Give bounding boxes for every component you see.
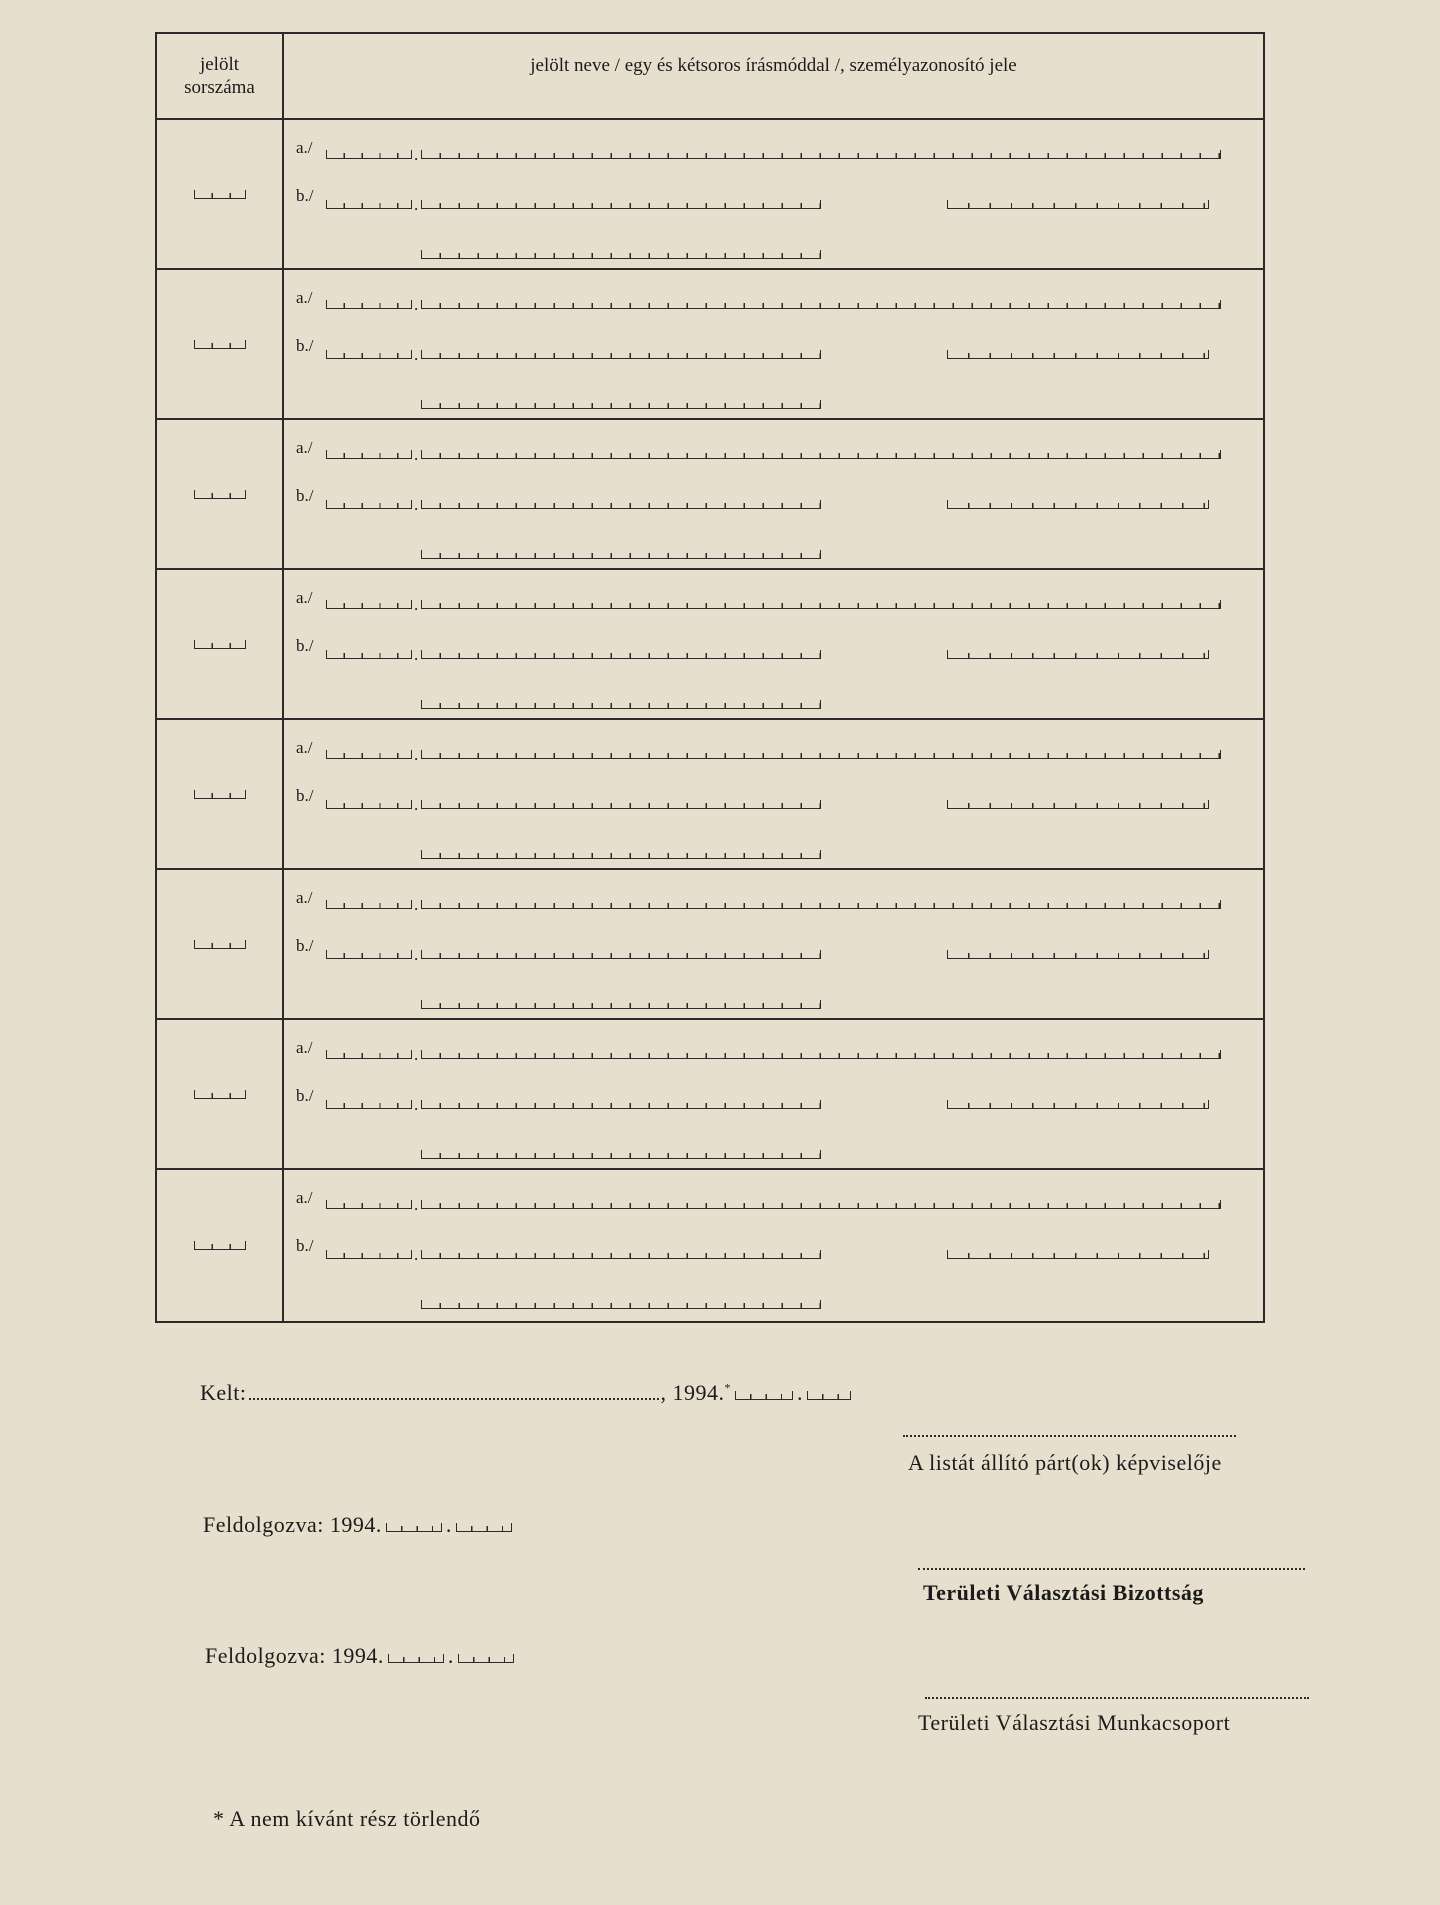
- row-label-b: b./: [296, 336, 314, 355]
- feldolgozva2-line: Feldolgozva: 1994. .: [205, 1643, 518, 1669]
- name-b-dot: .: [414, 195, 419, 214]
- row-label-a: a./: [296, 888, 313, 907]
- row-label-b: b./: [296, 1086, 314, 1105]
- name-b-dot: .: [414, 945, 419, 964]
- candidate-row: [157, 270, 1263, 420]
- name-b-line1-boxes[interactable]: [421, 200, 821, 209]
- sig3-label: Területi Választási Munkacsoport: [918, 1710, 1231, 1735]
- candidate-row: [157, 720, 1263, 870]
- candidate-row: [157, 120, 1263, 270]
- candidate-number-boxes[interactable]: [194, 340, 246, 349]
- kelt-month-boxes[interactable]: [735, 1391, 793, 1400]
- candidate-row: [157, 1020, 1263, 1170]
- kelt-day-boxes[interactable]: [807, 1391, 851, 1400]
- kelt-label: Kelt:: [200, 1380, 247, 1405]
- name-a-dot: .: [414, 1045, 419, 1064]
- name-a-dot: .: [414, 745, 419, 764]
- row-label-a: a./: [296, 738, 313, 757]
- header-col2-text: jelölt neve / egy és kétsoros írásmóddal /, személyazonosító jele: [530, 55, 1017, 76]
- candidate-number-cell: [157, 570, 284, 718]
- row-label-a: a./: [296, 1038, 313, 1057]
- name-a-prefix-boxes[interactable]: [326, 1050, 412, 1059]
- name-b-prefix-boxes[interactable]: [326, 200, 412, 209]
- footnote: * A nem kívánt rész törlendő: [213, 1806, 481, 1831]
- candidate-name-cell: [284, 1170, 1263, 1321]
- personal-id-boxes[interactable]: [947, 500, 1209, 509]
- candidate-name-cell: [284, 570, 1263, 718]
- name-a-prefix-boxes[interactable]: [326, 300, 412, 309]
- candidate-number-cell: [157, 420, 284, 568]
- header-candidate-number: [157, 34, 284, 118]
- candidate-name-cell: [284, 720, 1263, 868]
- candidate-row: [157, 870, 1263, 1020]
- name-a-prefix-boxes[interactable]: [326, 900, 412, 909]
- name-b-prefix-boxes[interactable]: [326, 350, 412, 359]
- candidate-row: [157, 1170, 1263, 1321]
- name-b-line2-boxes[interactable]: [421, 400, 821, 409]
- candidate-name-cell: [284, 870, 1263, 1018]
- name-b-prefix-boxes[interactable]: [326, 1100, 412, 1109]
- candidate-number-boxes[interactable]: [194, 790, 246, 799]
- name-a-dot: .: [414, 145, 419, 164]
- name-b-line2-boxes[interactable]: [421, 700, 821, 709]
- personal-id-boxes[interactable]: [947, 950, 1209, 959]
- name-b-line1-boxes[interactable]: [421, 950, 821, 959]
- name-b-line2-boxes[interactable]: [421, 1300, 821, 1309]
- name-a-prefix-boxes[interactable]: [326, 450, 412, 459]
- candidate-number-cell: [157, 270, 284, 418]
- candidate-name-cell: [284, 120, 1263, 268]
- name-b-dot: .: [414, 345, 419, 364]
- personal-id-boxes[interactable]: [947, 650, 1209, 659]
- name-a-dot: .: [414, 895, 419, 914]
- name-a-dot: .: [414, 1195, 419, 1214]
- feldolgozva1-line: Feldolgozva: 1994. .: [203, 1512, 516, 1538]
- row-label-b: b./: [296, 1236, 314, 1255]
- name-b-dot: .: [414, 495, 419, 514]
- personal-id-boxes[interactable]: [947, 800, 1209, 809]
- name-a-boxes[interactable]: [421, 750, 1221, 759]
- name-b-line1-boxes[interactable]: [421, 1100, 821, 1109]
- name-a-boxes[interactable]: [421, 450, 1221, 459]
- sig3-line[interactable]: [925, 1697, 1309, 1699]
- feldolgozva1-month-boxes[interactable]: [386, 1523, 442, 1532]
- row-label-b: b./: [296, 786, 314, 805]
- name-a-boxes[interactable]: [421, 600, 1221, 609]
- row-label-a: a./: [296, 138, 313, 157]
- candidate-number-boxes[interactable]: [194, 940, 246, 949]
- name-b-prefix-boxes[interactable]: [326, 650, 412, 659]
- kelt-star: *: [724, 1380, 731, 1395]
- name-b-line2-boxes[interactable]: [421, 1000, 821, 1009]
- row-label-a: a./: [296, 438, 313, 457]
- header-candidate-name: [284, 34, 1263, 118]
- name-a-dot: .: [414, 445, 419, 464]
- name-b-line1-boxes[interactable]: [421, 800, 821, 809]
- candidate-table: [155, 32, 1265, 1323]
- name-a-boxes[interactable]: [421, 1200, 1221, 1209]
- name-a-prefix-boxes[interactable]: [326, 600, 412, 609]
- name-b-line2-boxes[interactable]: [421, 550, 821, 559]
- feldolgozva2-label: Feldolgozva: 1994.: [205, 1643, 384, 1668]
- name-b-dot: .: [414, 795, 419, 814]
- candidate-number-cell: [157, 870, 284, 1018]
- candidate-number-cell: [157, 120, 284, 268]
- sig1-label: A listát állító párt(ok) képviselője: [908, 1450, 1222, 1475]
- name-b-dot: .: [414, 645, 419, 664]
- name-b-line2-boxes[interactable]: [421, 850, 821, 859]
- candidate-number-boxes[interactable]: [194, 640, 246, 649]
- name-a-dot: .: [414, 595, 419, 614]
- name-a-boxes[interactable]: [421, 900, 1221, 909]
- row-label-b: b./: [296, 636, 314, 655]
- sig1-line[interactable]: [903, 1435, 1236, 1437]
- candidate-number-cell: [157, 720, 284, 868]
- candidate-number-boxes[interactable]: [194, 1241, 246, 1250]
- header-col1-line2: sorszáma: [184, 77, 255, 98]
- feldolgozva1-label: Feldolgozva: 1994.: [203, 1512, 382, 1537]
- name-a-boxes[interactable]: [421, 150, 1221, 159]
- candidate-number-boxes[interactable]: [194, 190, 246, 199]
- candidate-number-boxes[interactable]: [194, 490, 246, 499]
- personal-id-boxes[interactable]: [947, 200, 1209, 209]
- name-b-line1-boxes[interactable]: [421, 350, 821, 359]
- kelt-line: Kelt: , 1994.* .: [200, 1380, 855, 1406]
- name-a-dot: .: [414, 295, 419, 314]
- name-b-prefix-boxes[interactable]: [326, 1250, 412, 1259]
- name-b-prefix-boxes[interactable]: [326, 500, 412, 509]
- name-b-line1-boxes[interactable]: [421, 650, 821, 659]
- personal-id-boxes[interactable]: [947, 1100, 1209, 1109]
- header-col1-line1: jelölt: [199, 54, 240, 75]
- candidate-number-cell: [157, 1020, 284, 1168]
- table-header: [157, 34, 1263, 120]
- personal-id-boxes[interactable]: [947, 1250, 1209, 1259]
- candidate-name-cell: [284, 1020, 1263, 1168]
- name-b-line1-boxes[interactable]: [421, 1250, 821, 1259]
- row-label-b: b./: [296, 186, 314, 205]
- name-b-line2-boxes[interactable]: [421, 250, 821, 259]
- sig2-label: Területi Választási Bizottság: [923, 1580, 1204, 1605]
- feldolgozva2-day-boxes[interactable]: [458, 1654, 514, 1663]
- row-label-b: b./: [296, 936, 314, 955]
- candidate-name-cell: [284, 270, 1263, 418]
- feldolgozva1-day-boxes[interactable]: [456, 1523, 512, 1532]
- name-b-line2-boxes[interactable]: [421, 1150, 821, 1159]
- sig2-line[interactable]: [918, 1568, 1305, 1570]
- name-b-dot: .: [414, 1095, 419, 1114]
- candidate-row: [157, 420, 1263, 570]
- name-a-boxes[interactable]: [421, 1050, 1221, 1059]
- name-a-prefix-boxes[interactable]: [326, 150, 412, 159]
- personal-id-boxes[interactable]: [947, 350, 1209, 359]
- name-b-prefix-boxes[interactable]: [326, 950, 412, 959]
- candidate-number-cell: [157, 1170, 284, 1321]
- candidate-number-boxes[interactable]: [194, 1090, 246, 1099]
- name-a-prefix-boxes[interactable]: [326, 750, 412, 759]
- feldolgozva2-month-boxes[interactable]: [388, 1654, 444, 1663]
- row-label-a: a./: [296, 1188, 313, 1207]
- row-label-a: a./: [296, 288, 313, 307]
- name-b-prefix-boxes[interactable]: [326, 800, 412, 809]
- candidate-row: [157, 570, 1263, 720]
- row-label-a: a./: [296, 588, 313, 607]
- candidate-name-cell: [284, 420, 1263, 568]
- kelt-year: , 1994.: [660, 1380, 725, 1405]
- row-label-b: b./: [296, 486, 314, 505]
- kelt-dots[interactable]: [249, 1398, 659, 1400]
- name-a-boxes[interactable]: [421, 300, 1221, 309]
- name-a-prefix-boxes[interactable]: [326, 1200, 412, 1209]
- name-b-dot: .: [414, 1245, 419, 1264]
- name-b-line1-boxes[interactable]: [421, 500, 821, 509]
